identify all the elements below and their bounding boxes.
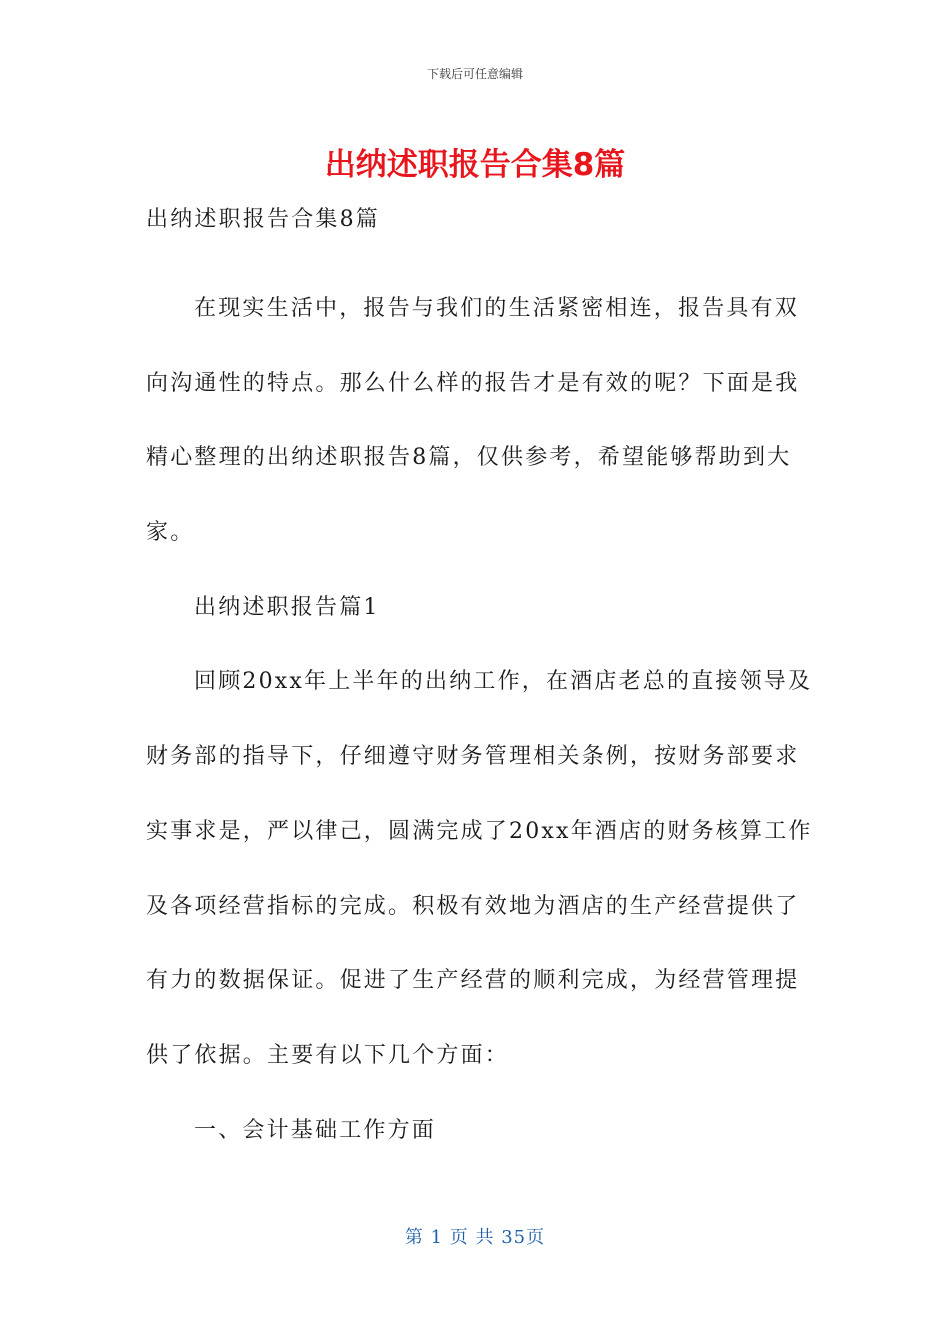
body-line: 在现实生活中，报告与我们的生活紧密相连，报告具有双: [194, 296, 800, 321]
page-number: 第 1 页 共 35页: [404, 1227, 546, 1248]
body-line: 家。: [146, 520, 195, 546]
body-line: 实事求是，严以律己，圆满完成了20xx年酒店的财务核算工作: [146, 818, 813, 844]
body-line-subtitle: 出纳述职报告合集8篇: [146, 207, 380, 232]
body-line: 财务部的指导下，仔细遵守财务管理相关条例，按财务部要求: [146, 744, 800, 770]
body-line: 精心整理的出纳述职报告8篇，仅供参考，希望能够帮助到大: [146, 445, 792, 471]
body-line: 及各项经营指标的完成。积极有效地为酒店的生产经营提供了: [146, 893, 800, 919]
body-line: 回顾20xx年上半年的出纳工作，在酒店老总的直接领导及: [194, 669, 813, 695]
body-line: 向沟通性的特点。那么什么样的报告才是有效的呢？下面是我: [146, 370, 800, 396]
section-heading: 出纳述职报告篇1: [194, 594, 380, 620]
header-note: 下载后可任意编辑: [426, 67, 523, 81]
document-title: 出纳述职报告合集8篇: [324, 147, 626, 183]
subsection-heading: 一、会计基础工作方面: [194, 1117, 437, 1143]
body-line: 供了依据。主要有以下几个方面：: [146, 1042, 510, 1068]
document-body: [146, 198, 813, 1168]
body-line: 有力的数据保证。促进了生产经营的顺利完成，为经营管理提: [146, 968, 800, 994]
